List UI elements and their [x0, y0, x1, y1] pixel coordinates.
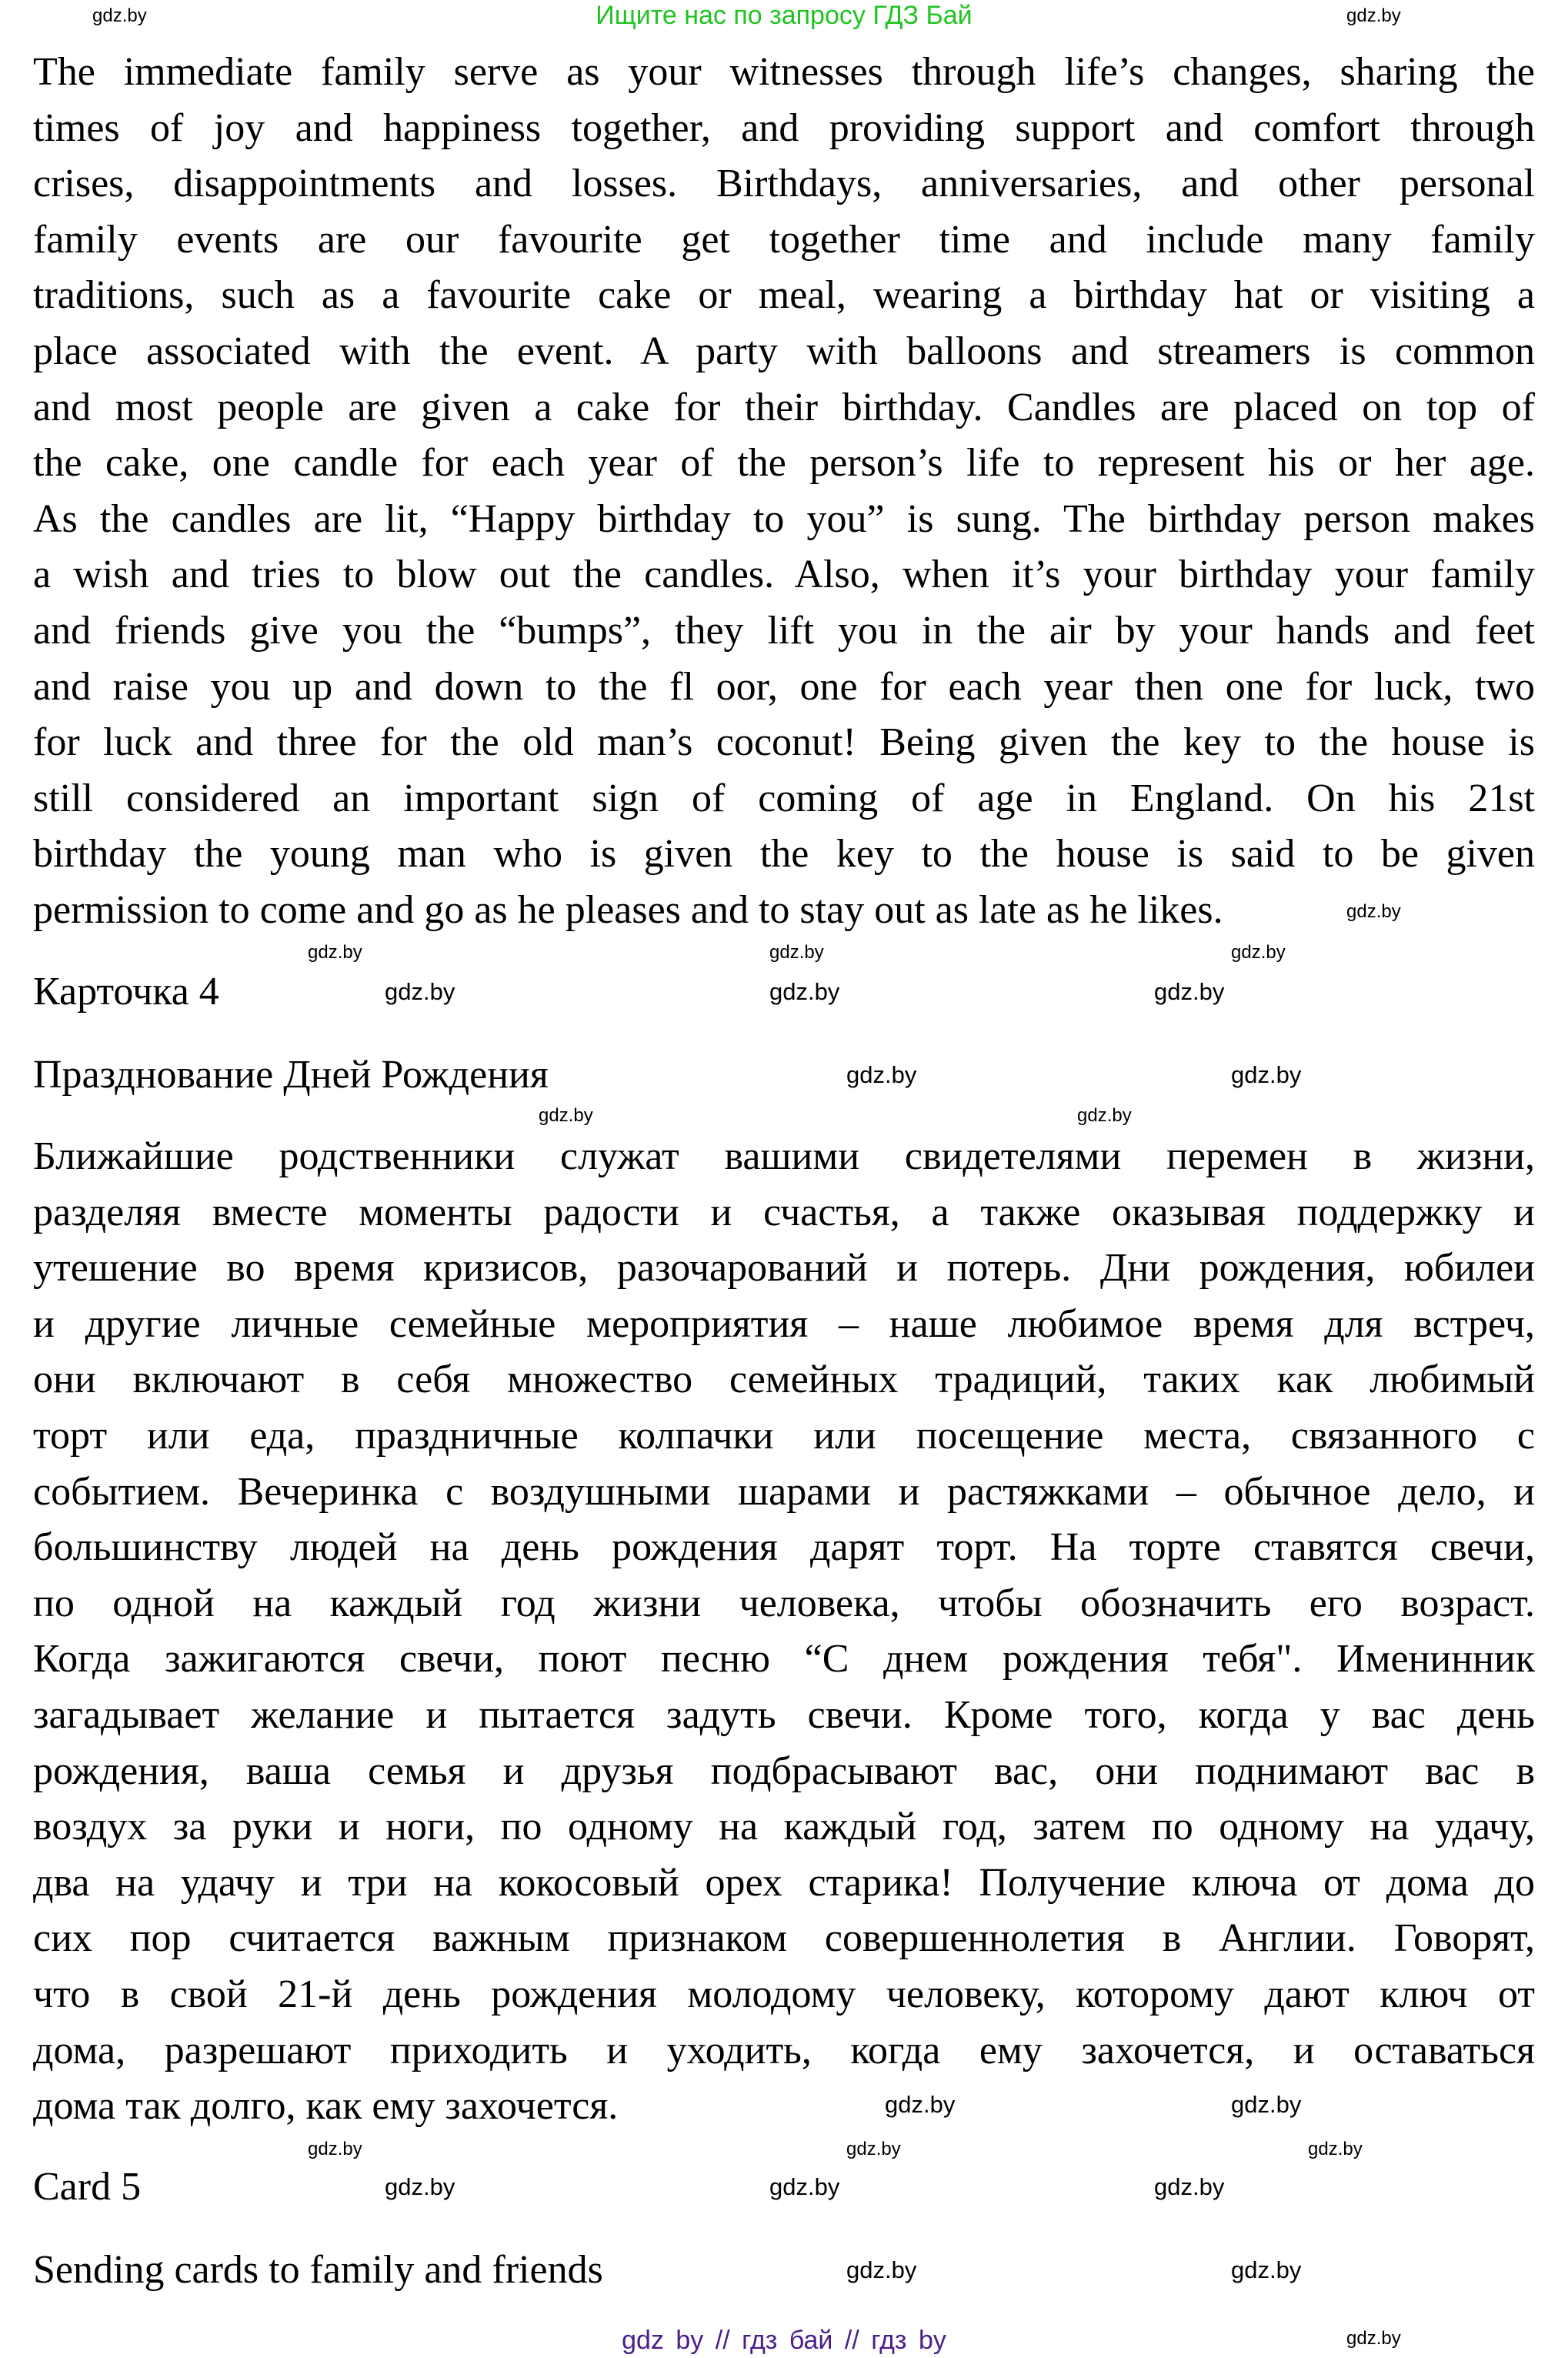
paragraph-line: permission to come and go as he pleases and to stay out as late as he likes.: [33, 888, 1223, 932]
paragraph-line: for luck and three for the old man’s coconut! Being given the key to the house is: [33, 720, 1535, 765]
watermark-label: gdz.by: [1154, 978, 1225, 1005]
paragraph-line: and friends give you the “bumps”, they lift you in the air by your hands and feet: [33, 609, 1535, 653]
paragraph-line: Когда зажигаются свечи, поют песню “С днем рождения тебя". Именинник: [33, 1637, 1535, 1682]
paragraph-line: traditions, such as a favourite cake or meal, wearing a birthday hat or visiting a: [33, 273, 1535, 318]
paragraph-line: As the candles are lit, “Happy birthday to you” is sung. The birthday person makes: [33, 496, 1535, 541]
watermark-label: gdz.by: [1231, 2256, 1302, 2283]
watermark-label: gdz.by: [769, 2173, 840, 2200]
paragraph-line: загадывает желание и пытается задуть свечи. Кроме того, когда у вас день: [33, 1693, 1535, 1737]
paragraph-line: два на удачу и три на кокосовый орех старика! Получение ключа от дома до: [33, 1860, 1535, 1905]
paragraph-line: still considered an important sign of coming of age in England. On his 21st: [33, 776, 1535, 820]
paragraph-line: Ближайшие родственники служат вашими свидетелями перемен в жизни,: [33, 1134, 1535, 1178]
paragraph-line: family events are our favourite get together time and include many family: [33, 217, 1535, 262]
paragraph-line: crises, disappointments and losses. Birthdays, anniversaries, and other personal: [33, 162, 1535, 206]
paragraph-line: по одной на каждый год жизни человека, чтобы обозначить его возраст.: [33, 1581, 1535, 1625]
paragraph-line: большинству людей на день рождения дарят торт. На торте ставятся свечи,: [33, 1525, 1535, 1570]
watermark-label: gdz.by: [385, 2173, 455, 2200]
watermark-label: gdz.by: [92, 5, 147, 26]
paragraph-line: разделяя вместе моменты радости и счастья, а также оказывая поддержку и: [33, 1190, 1535, 1234]
paragraph-line: дома, разрешают приходить и уходить, когда ему захочется, и оставаться: [33, 2028, 1535, 2072]
paragraph-line: и другие личные семейные мероприятия – наше любимое время для встреч,: [33, 1301, 1535, 1346]
watermark-label: gdz.by: [308, 942, 362, 963]
paragraph-line: The immediate family serve as your witnesses through life’s changes, sharing the: [33, 50, 1535, 94]
watermark-label: gdz.by: [1154, 2173, 1225, 2200]
watermark-label: gdz.by: [846, 1061, 917, 1088]
paragraph-line: times of joy and happiness together, and providing support and comfort through: [33, 105, 1535, 150]
watermark-label: gdz.by: [1346, 901, 1401, 922]
watermark-label: gdz.by: [308, 2139, 362, 2159]
watermark-label: gdz.by: [769, 942, 824, 963]
paragraph-line: событием. Вечеринка с воздушными шарами и растяжками – обычное дело, и: [33, 1469, 1535, 1514]
watermark-label: gdz.by: [1231, 1061, 1302, 1088]
paragraph-line: the cake, one candle for each year of the person’s life to represent his or her age.: [33, 441, 1535, 486]
card-4-label: Карточка 4: [33, 970, 219, 1014]
watermark-label: gdz.by: [1308, 2139, 1363, 2159]
watermark-label: gdz.by: [1346, 5, 1401, 26]
paragraph-line: что в свой 21-й день рождения молодому человеку, которому дают ключ от: [33, 1972, 1535, 2016]
paragraph-line: утешение во время кризисов, разочарований и потерь. Дни рождения, юбилеи: [33, 1246, 1535, 1291]
card-4-title: Празднование Дней Рождения: [33, 1053, 549, 1097]
watermark-label: gdz.by: [769, 978, 840, 1005]
watermark-label: gdz.by: [539, 1105, 593, 1126]
paragraph-line: and most people are given a cake for their birthday. Candles are placed on top of: [33, 385, 1535, 429]
watermark-label: gdz.by: [385, 978, 455, 1005]
watermark-label: gdz.by: [846, 2256, 917, 2283]
card-5-title: Sending cards to family and friends: [33, 2248, 603, 2292]
paragraph-line: воздух за руки и ноги, по одному на каждый год, затем по одному на удачу,: [33, 1805, 1535, 1849]
watermark-label: gdz.by: [1231, 2091, 1302, 2118]
footer-links[interactable]: gdz by // гдз бай // гдз by: [622, 2326, 946, 2355]
paragraph-line: and raise you up and down to the fl oor, one for each year then one for luck, two: [33, 664, 1535, 709]
watermark-label: gdz.by: [1346, 2328, 1401, 2349]
watermark-label: gdz.by: [885, 2091, 956, 2118]
watermark-label: gdz.by: [1231, 942, 1286, 963]
paragraph-line: place associated with the event. A party with balloons and streamers is common: [33, 329, 1535, 373]
paragraph-line: birthday the young man who is given the key to the house is said to be given: [33, 832, 1535, 877]
site-search-banner: Ищите нас по запросу ГДЗ Бай: [596, 1, 972, 30]
card-5-label: Card 5: [33, 2165, 142, 2209]
paragraph-line: они включают в себя множество семейных традиций, таких как любимый: [33, 1358, 1535, 1402]
paragraph-line: дома так долго, как ему захочется.: [33, 2084, 619, 2129]
watermark-label: gdz.by: [1077, 1105, 1132, 1126]
paragraph-line: торт или еда, праздничные колпачки или посещение места, связанного с: [33, 1414, 1535, 1458]
watermark-label: gdz.by: [846, 2139, 901, 2159]
paragraph-line: a wish and tries to blow out the candles. Also, when it’s your birthday your family: [33, 553, 1535, 597]
paragraph-line: рождения, ваша семья и друзья подбрасывают вас, они поднимают вас в: [33, 1748, 1535, 1793]
paragraph-line: сих пор считается важным признаком совершеннолетия в Англии. Говорят,: [33, 1916, 1535, 1961]
